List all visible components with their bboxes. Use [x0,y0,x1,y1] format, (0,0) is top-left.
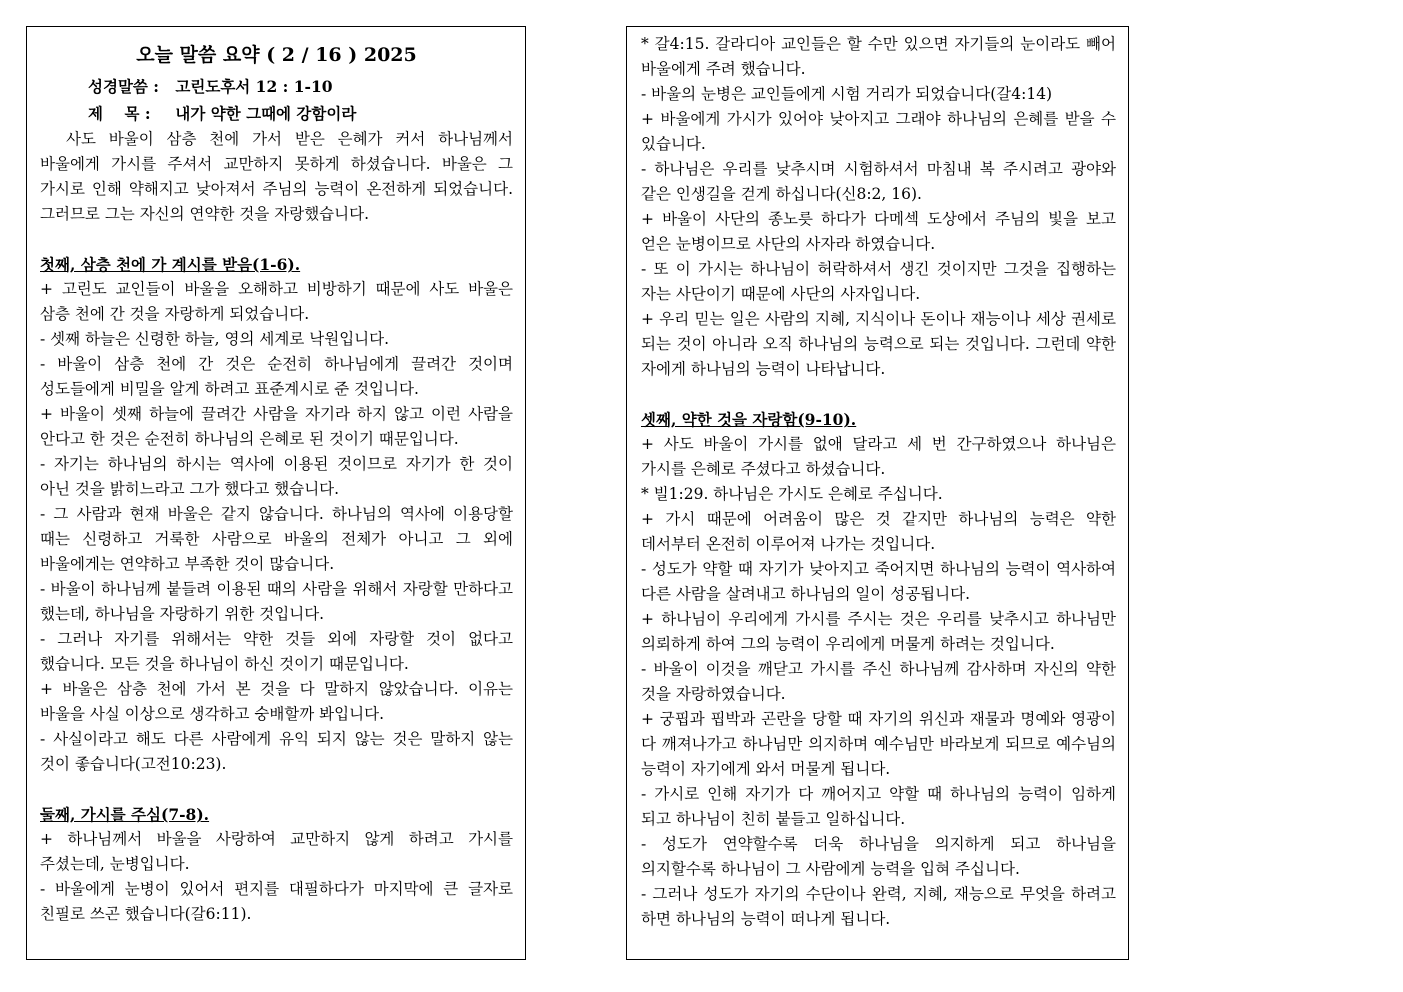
list-item: + 고린도 교인들이 바울을 오해하고 비방하기 때문에 사도 바울은 삼층 천에 간 것을 자랑하게 되었습니다. [40,280,513,323]
list-item: + 바울이 셋째 하늘에 끌려간 사람을 자기라 하지 않고 이런 사람을 안다고 한 것은 순전히 하나님의 은혜로 된 것이기 때문입니다. [40,405,513,448]
list-item: + 바울은 삼층 천에 가서 본 것을 다 말하지 않았습니다. 이유는 바울을 사실 이상으로 생각하고 숭배할까 봐입니다. [40,680,513,723]
sermon-topic: 내가 약한 그때에 강함이라 [175,104,357,123]
scripture-line [40,73,513,100]
left-summary-panel [26,26,526,960]
list-item: + 우리 믿는 일은 사람의 지혜, 지식이나 돈이나 재능이나 세상 권세로 되는 것이 아니라 오직 하나님의 능력으로 되는 것입니다. 그런데 약한 자에게 하나님의 능력이 나타납니다. [641,310,1116,378]
topic-line [40,100,513,127]
section1-heading: 첫째, 삼층 천에 가 계시를 받음(1-6). [40,255,301,274]
intro-paragraph: 사도 바울이 삼층 천에 가서 받은 은혜가 커서 하나님께서 바울에게 가시를 주셔서 교만하지 못하게 하셨습니다. 바울은 그 가시로 인해 약해지고 낮아져서 주님의 능력이 온전하게 되었습니다. 그러므로 그는 자신의 연약한 것을 자랑했습니다. [40,130,513,223]
list-item: + 사도 바울이 가시를 없애 달라고 세 번 간구하였으나 하나님은 가시를 은혜로 주셨다고 하셨습니다. [641,435,1116,478]
list-item: - 성도가 약할 때 자기가 낮아지고 죽어지면 하나님의 능력이 역사하여 다른 사람을 살려내고 하나님의 일이 성공됩니다. [641,560,1116,603]
section-gap [40,227,513,252]
list-item: - 그러나 성도가 자기의 수단이나 완력, 지혜, 재능으로 무엇을 하려고 하면 하나님의 능력이 떠나게 됩니다. [641,885,1116,928]
list-item: - 성도가 연약할수록 더욱 하나님을 의지하게 되고 하나님을 의지할수록 하나님이 그 사람에게 능력을 입혀 주십니다. [641,835,1116,878]
right-body [641,32,1116,932]
list-item: - 그러나 자기를 위해서는 약한 것들 외에 자랑할 것이 없다고 했습니다. 모든 것을 하나님이 하신 것이기 때문입니다. [40,630,513,673]
left-body [40,127,513,927]
list-item: - 하나님은 우리를 낮추시며 시험하셔서 마침내 복 주시려고 광야와 같은 인생길을 걷게 하십니다(신8:2, 16). [641,160,1116,203]
list-item: - 셋째 하늘은 신령한 하늘, 영의 세계로 낙원입니다. [40,330,390,348]
section2-heading: 둘째, 가시를 주심(7-8). [40,805,210,824]
list-item: - 자기는 하나님의 하시는 역사에 이용된 것이므로 자기가 한 것이 아닌 것을 밝히느라고 그가 했다고 했습니다. [40,455,513,498]
list-item: + 궁핍과 핍박과 곤란을 당할 때 자기의 위신과 재물과 명예와 영광이 다 깨져나가고 하나님만 의지하며 예수님만 바라보게 되므로 예수님의 능력이 자기에게 와서 머물게 됩니다. [641,710,1116,778]
list-item: * 갈4:15. 갈라디아 교인들은 할 수만 있으면 자기들의 눈이라도 빼어 바울에게 주려 했습니다. [641,35,1116,78]
list-item: - 그 사람과 현재 바울은 같지 않습니다. 하나님의 역사에 이용당할 때는 신령하고 거룩한 사람으로 바울의 전체가 아니고 그 외에 바울에게는 연약하고 부족한 것이 많습니다. [40,505,513,573]
list-item: + 가시 때문에 어려움이 많은 것 같지만 하나님의 능력은 약한 데서부터 온전히 이루어져 나가는 것입니다. [641,510,1116,553]
list-item: + 바울이 사단의 종노릇 하다가 다메섹 도상에서 주님의 빛을 보고 얻은 눈병이므로 사단의 사자라 하였습니다. [641,210,1116,253]
section-gap [40,777,513,802]
list-item: + 하나님이 우리에게 가시를 주시는 것은 우리를 낮추시고 하나님만 의뢰하게 하여 그의 능력이 우리에게 머물게 하려는 것입니다. [641,610,1116,653]
section3-heading: 셋째, 약한 것을 자랑함(9-10). [641,410,857,429]
list-item: - 또 이 가시는 하나님이 허락하셔서 생긴 것이지만 그것을 집행하는 자는 사단이기 때문에 사단의 사자입니다. [641,260,1116,303]
list-item: + 바울에게 가시가 있어야 낮아지고 그래야 하나님의 은혜를 받을 수 있습니다. [641,110,1116,153]
topic-label: 제 목 : [88,104,151,123]
scripture-label: 성경말씀 : [88,77,160,96]
list-item: * 빌1:29. 하나님은 가시도 은혜로 주십니다. [641,485,943,503]
list-item: - 가시로 인해 자기가 다 깨어지고 약할 때 하나님의 능력이 임하게 되고 하나님이 친히 붙들고 일하십니다. [641,785,1116,828]
list-item: - 바울이 삼층 천에 간 것은 순전히 하나님에게 끌려간 것이며 성도들에게 비밀을 알게 하려고 표준계시로 준 것입니다. [40,355,513,398]
list-item: - 사실이라고 해도 다른 사람에게 유익 되지 않는 것은 말하지 않는 것이 좋습니다(고전10:23). [40,730,513,773]
right-summary-panel [626,26,1129,960]
scripture-reference: 고린도후서 12 : 1-10 [175,77,333,96]
list-item: - 바울에게 눈병이 있어서 편지를 대필하다가 마지막에 큰 글자로 친필로 쓰곤 했습니다(갈6:11). [40,880,513,923]
summary-title: 오늘 말씀 요약 ( 2 / 16 ) 2025 [136,44,417,66]
list-item: - 바울의 눈병은 교인들에게 시험 거리가 되었습니다(갈4:14) [641,85,1053,103]
list-item: + 하나님께서 바울을 사랑하여 교만하지 않게 하려고 가시를 주셨는데, 눈병입니다. [40,830,513,873]
list-item: - 바울이 하나님께 붙들려 이용된 때의 사람을 위해서 자랑할 만하다고 했는데, 하나님을 자랑하기 위한 것입니다. [40,580,513,623]
section-gap [641,382,1116,407]
list-item: - 바울이 이것을 깨닫고 가시를 주신 하나님께 감사하며 자신의 약한 것을 자랑하였습니다. [641,660,1116,703]
